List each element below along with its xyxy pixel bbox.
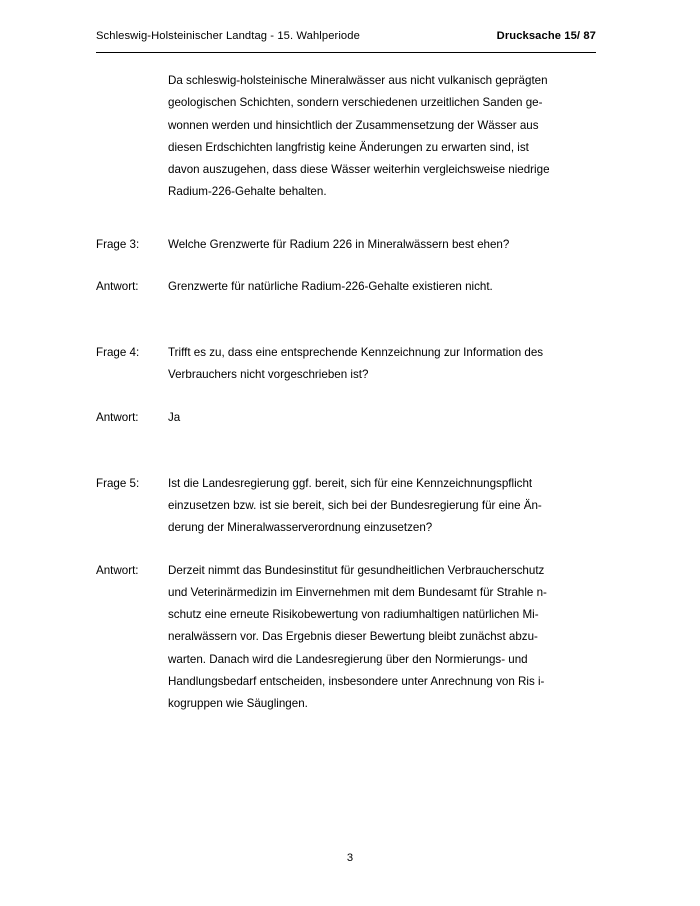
paragraph-line: Ist die Landesregierung ggf. bereit, sich für eine Kennzeichnungspflicht: [168, 476, 533, 490]
paragraph-line: Verbrauchers nicht vorgeschrieben ist?: [168, 368, 369, 382]
answer-label: Antwort:: [96, 279, 139, 293]
paragraph-line: und Veterinärmedizin im Einvernehmen mit dem Bundesamt für Strahle n-: [168, 585, 547, 599]
paragraph-line: geologischen Schichten, sondern verschiedenen urzeitlichen Sanden ge-: [168, 96, 543, 110]
paragraph-line: schutz eine erneute Risikobewertung von radiumhaltigen natürlichen Mi-: [168, 608, 539, 621]
page-number: 3: [346, 852, 354, 864]
page-header: [96, 30, 596, 42]
spacer: [96, 256, 606, 276]
paragraph-line: Ja: [168, 410, 181, 424]
paragraph-line: neralwässern vor. Das Ergebnis dieser Bewertung bleibt zunächst abzu-: [168, 630, 538, 644]
spacer: [96, 387, 606, 407]
answer-text: [168, 407, 606, 429]
question-text: [168, 342, 606, 387]
answer-label: Antwort:: [96, 410, 139, 424]
spacer: [96, 204, 606, 234]
question-block-3: [96, 234, 606, 256]
paragraph-line: einzusetzen bzw. ist sie bereit, sich bei der Bundesregierung für eine Än-: [168, 499, 542, 512]
question-label: Frage 4:: [96, 346, 140, 359]
paragraph-line: derung der Mineralwasserverordnung einzusetzen?: [168, 521, 433, 535]
header-document-number: Drucksache 15/ 87: [496, 30, 596, 42]
paragraph-line: Da schleswig-holsteinische Mineralwässer aus nicht vulkanisch geprägten: [168, 74, 548, 87]
answer-label: Antwort:: [96, 563, 139, 577]
question-text: [168, 234, 606, 256]
paragraph-line: Welche Grenzwerte für Radium 226 in Mineralwässern best ehen?: [168, 237, 510, 251]
paragraph-line: kogruppen wie Säuglingen.: [168, 697, 308, 710]
question-block-5: [96, 473, 606, 540]
spacer: [96, 298, 606, 342]
intro-paragraph: [168, 70, 606, 204]
answer-text: [168, 276, 606, 298]
paragraph-line: davon auszugehen, dass diese Wässer weiterhin vergleichsweise niedrige: [168, 163, 550, 176]
answer-block-5: [96, 560, 606, 716]
document-body: [96, 70, 606, 715]
paragraph-line: diesen Erdschichten langfristig keine Änderungen zu erwarten sind, ist: [168, 140, 529, 154]
paragraph-line: Handlungsbedarf entscheiden, insbesondere unter Anrechnung von Ris i-: [168, 674, 545, 688]
paragraph-line: Trifft es zu, dass eine entsprechende Kennzeichnung zur Information des: [168, 346, 544, 359]
spacer: [96, 540, 606, 560]
question-label: Frage 3:: [96, 237, 140, 251]
spacer: [96, 429, 606, 473]
page-footer: [0, 852, 700, 864]
paragraph-line: Grenzwerte für natürliche Radium-226-Gehalte existieren nicht.: [168, 279, 493, 293]
paragraph-line: warten. Danach wird die Landesregierung über den Normierungs- und: [168, 652, 528, 666]
paragraph-line: Radium-226-Gehalte behalten.: [168, 185, 327, 199]
question-label: Frage 5:: [96, 476, 140, 490]
paragraph-line: wonnen werden und hinsichtlich der Zusammensetzung der Wässer aus: [168, 118, 539, 132]
answer-block-4: [96, 407, 606, 429]
answer-block-3: [96, 276, 606, 298]
question-block-4: [96, 342, 606, 387]
header-divider: [96, 52, 596, 53]
header-title-left: Schleswig-Holsteinischer Landtag - 15. Wahlperiode: [96, 30, 360, 42]
question-text: [168, 473, 606, 540]
answer-text: [168, 560, 606, 716]
paragraph-line: Derzeit nimmt das Bundesinstitut für gesundheitlichen Verbraucherschutz: [168, 563, 545, 577]
